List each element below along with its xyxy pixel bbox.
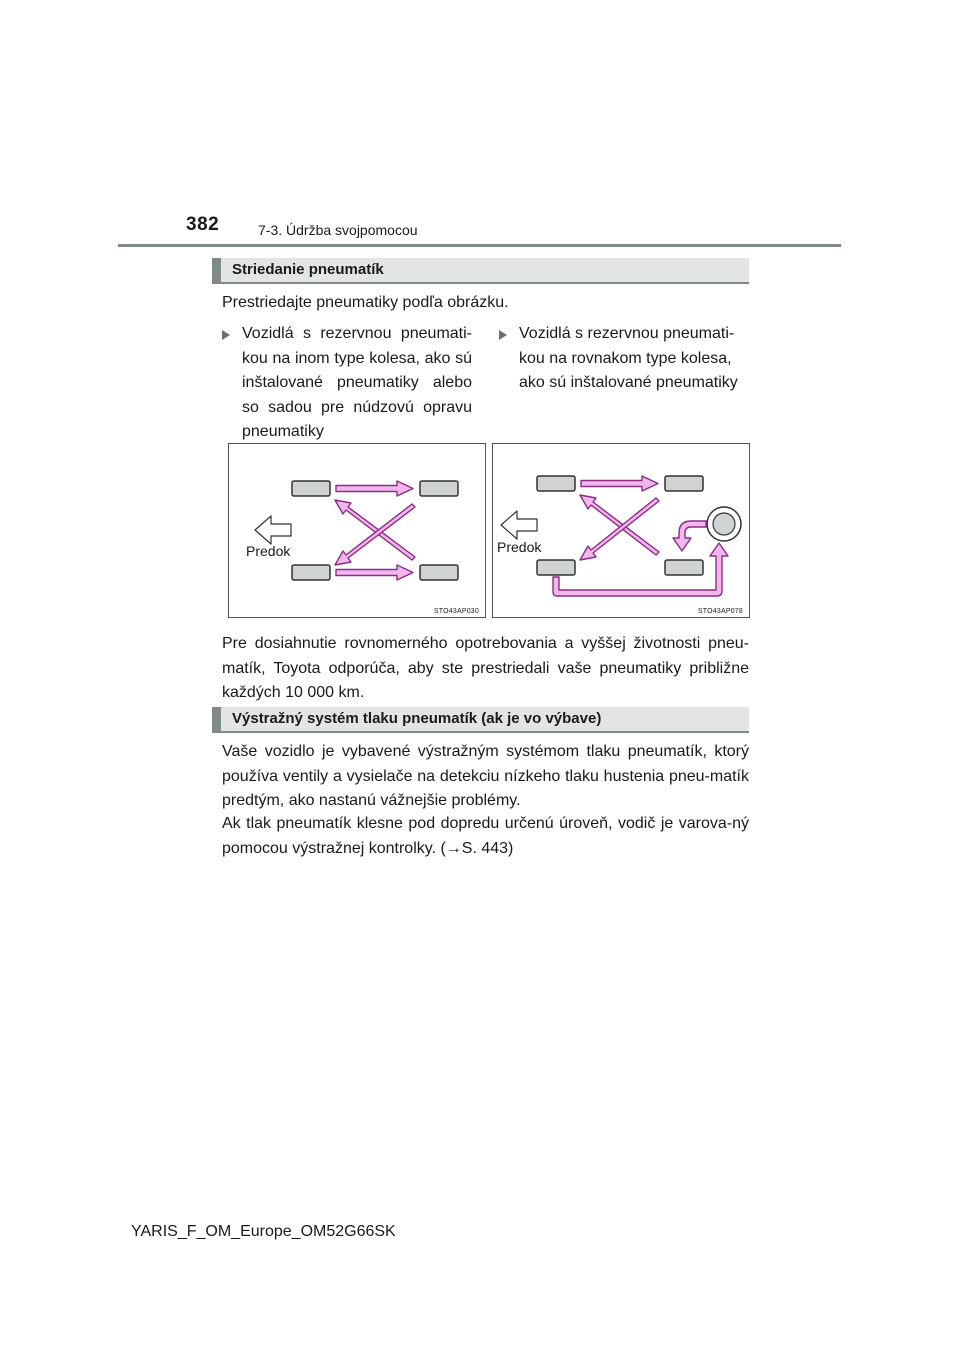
front-label: Predok (497, 539, 542, 555)
tire-front-left (537, 476, 575, 491)
tpms-paragraph-1: Vaše vozidlo je vybavené výstražným systémom tlaku pneumatík, ktorý používa ventily a vysielače na detekciu nízkeho tlaku hustenia pneu-matík predtým, ako nastanú vážnejšie problémy. (222, 743, 749, 809)
arrow-diagonal-down (335, 504, 415, 565)
triangle-bullet-icon (499, 330, 507, 340)
tire-rear-left (420, 481, 458, 496)
tpms-paragraph-2: Ak tlak pneumatík klesne pod dopredu určenú úroveň, vodič je varova-ný pomocou výstražnej kontrolky. (→S. 443) (222, 815, 749, 857)
figure-rotation-with-spare (492, 443, 750, 618)
rotation-diagram-standard (229, 444, 487, 619)
section-heading-tire-rotation: Striedanie pneumatík (212, 258, 749, 284)
arrow-diagonal-up (580, 495, 659, 555)
arrow-front-to-rear-top (336, 481, 413, 496)
figure-rotation-standard (228, 443, 486, 618)
intro-paragraph: Prestriedajte pneumatiky podľa obrázku. (222, 294, 509, 311)
spare-tire-icon (707, 507, 741, 541)
page-number: 382 (186, 214, 220, 235)
rotation-advice-paragraph: Pre dosiahnutie rovnomerného opotrebovania a vyššej životnosti pneu-matík, Toyota odporúča, aby ste prestriedali vaše pneumatiky približne každých 10 000 km. (222, 635, 749, 701)
footer-document-code: YARIS_F_OM_Europe_OM52G66SK (131, 1223, 396, 1240)
section-heading-tpms: Výstražný systém tlaku pneumatík (ak je vo výbave) (212, 707, 749, 733)
figure-code: STO43AP078 (697, 608, 743, 615)
tire-front-right (292, 565, 330, 580)
figure-code: STO43AP030 (433, 608, 479, 615)
tire-front-right (537, 560, 575, 575)
bullet-right-text: Vozidlá s rezervnou pneumati-kou na rovnakom type kolesa, ako sú inštalované pneumatiky (519, 325, 738, 391)
header-rule (118, 244, 841, 247)
arrow-diagonal-down (580, 498, 659, 560)
bullet-left (222, 322, 472, 445)
arrow-spare-to-rear (673, 521, 706, 551)
arrow-front-to-rear-top (581, 476, 658, 491)
arrow-front-to-rear-bottom (336, 565, 413, 580)
arrow-diagonal-up (335, 500, 415, 560)
tire-rear-right (665, 560, 703, 575)
tire-front-left (292, 481, 330, 496)
front-label: Predok (246, 543, 291, 559)
triangle-bullet-icon (222, 330, 230, 340)
bullet-left-text: Vozidlá s rezervnou pneumati-kou na inom type kolesa, ako sú inštalované pneumatiky alebo so sadou pre núdzovú opravu pneumatiky (242, 325, 472, 440)
tire-rear-right (420, 565, 458, 580)
front-direction-arrow-icon (255, 516, 291, 544)
front-direction-arrow-icon (501, 511, 537, 539)
chapter-title: 7-3. Údržba svojpomocou (258, 222, 418, 238)
tire-rear-left (665, 476, 703, 491)
rotation-diagram-with-spare (493, 444, 751, 619)
bullet-right (499, 322, 749, 396)
